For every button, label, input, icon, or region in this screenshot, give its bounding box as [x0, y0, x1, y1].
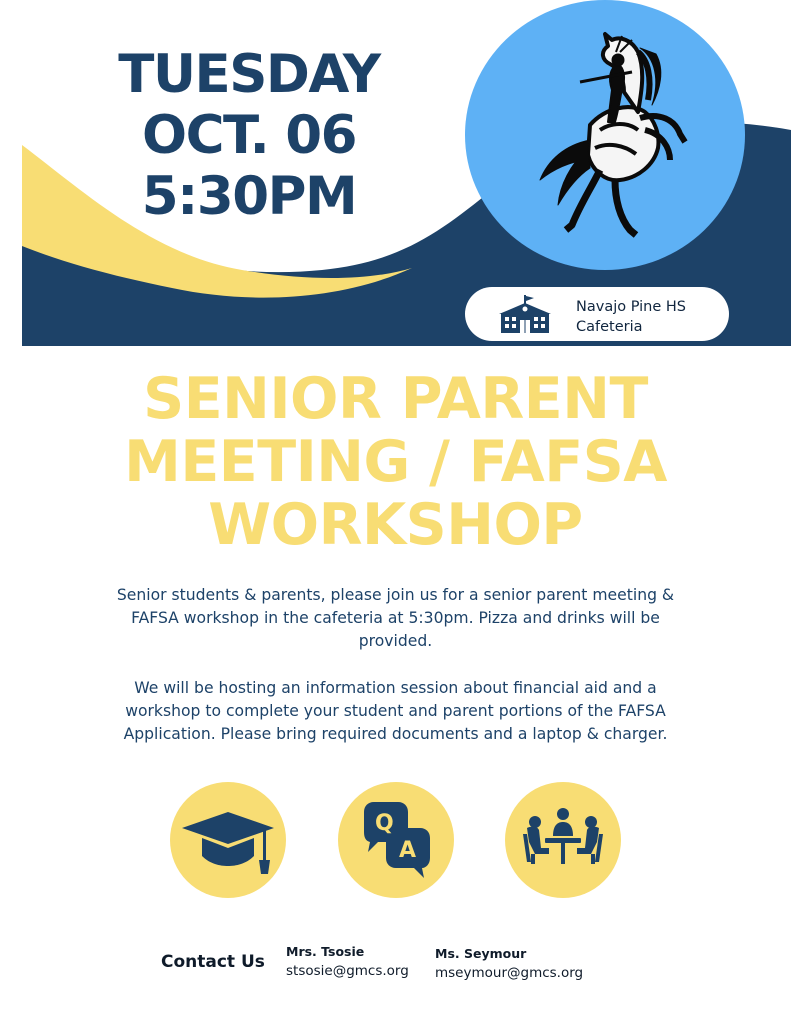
meeting-table-icon — [505, 782, 621, 898]
title-line-3: WORKSHOP — [208, 492, 583, 558]
location-text — [576, 297, 726, 337]
event-title — [100, 368, 691, 557]
graduation-feature — [170, 782, 286, 898]
event-date-time — [104, 44, 394, 227]
title-line-2: MEETING / FAFSA — [124, 429, 667, 495]
rearing-horse-rider-icon — [520, 30, 700, 245]
svg-text:A: A — [399, 838, 417, 863]
contact-email: stsosie@gmcs.org — [286, 963, 409, 979]
location-room: Cafeteria — [576, 319, 643, 335]
mascot-badge — [465, 0, 745, 270]
graduation-cap-icon — [170, 782, 286, 898]
meeting-feature — [505, 782, 621, 898]
school-building-icon — [499, 295, 551, 333]
event-description: Senior students & parents, please join us for a senior parent meeting & FAFSA workshop in the cafeteria at 5:30pm. Pizza and drinks will be provided. — [116, 586, 675, 650]
event-day: TUESDAY — [118, 44, 380, 105]
event-date: OCT. 06 — [142, 105, 356, 166]
contact-email: mseymour@gmcs.org — [435, 965, 584, 981]
event-time: 5:30PM — [141, 166, 357, 227]
q-and-a-speech-bubbles-icon — [338, 782, 454, 898]
workshop-details: We will be hosting an information session about financial aid and a workshop to complete your student and parent portions of the FAFSA Application. Please bring required documents and a laptop & charger. — [123, 679, 668, 743]
location-school: Navajo Pine HS — [576, 299, 686, 315]
title-line-1: SENIOR PARENT — [143, 366, 648, 432]
contact-name: Mrs. Tsosie — [286, 944, 365, 959]
qa-feature — [338, 782, 454, 898]
svg-text:Q: Q — [375, 811, 394, 836]
contact-heading: Contact Us — [161, 952, 265, 972]
location-card — [465, 287, 729, 341]
contact-name: Ms. Seymour — [435, 946, 527, 961]
